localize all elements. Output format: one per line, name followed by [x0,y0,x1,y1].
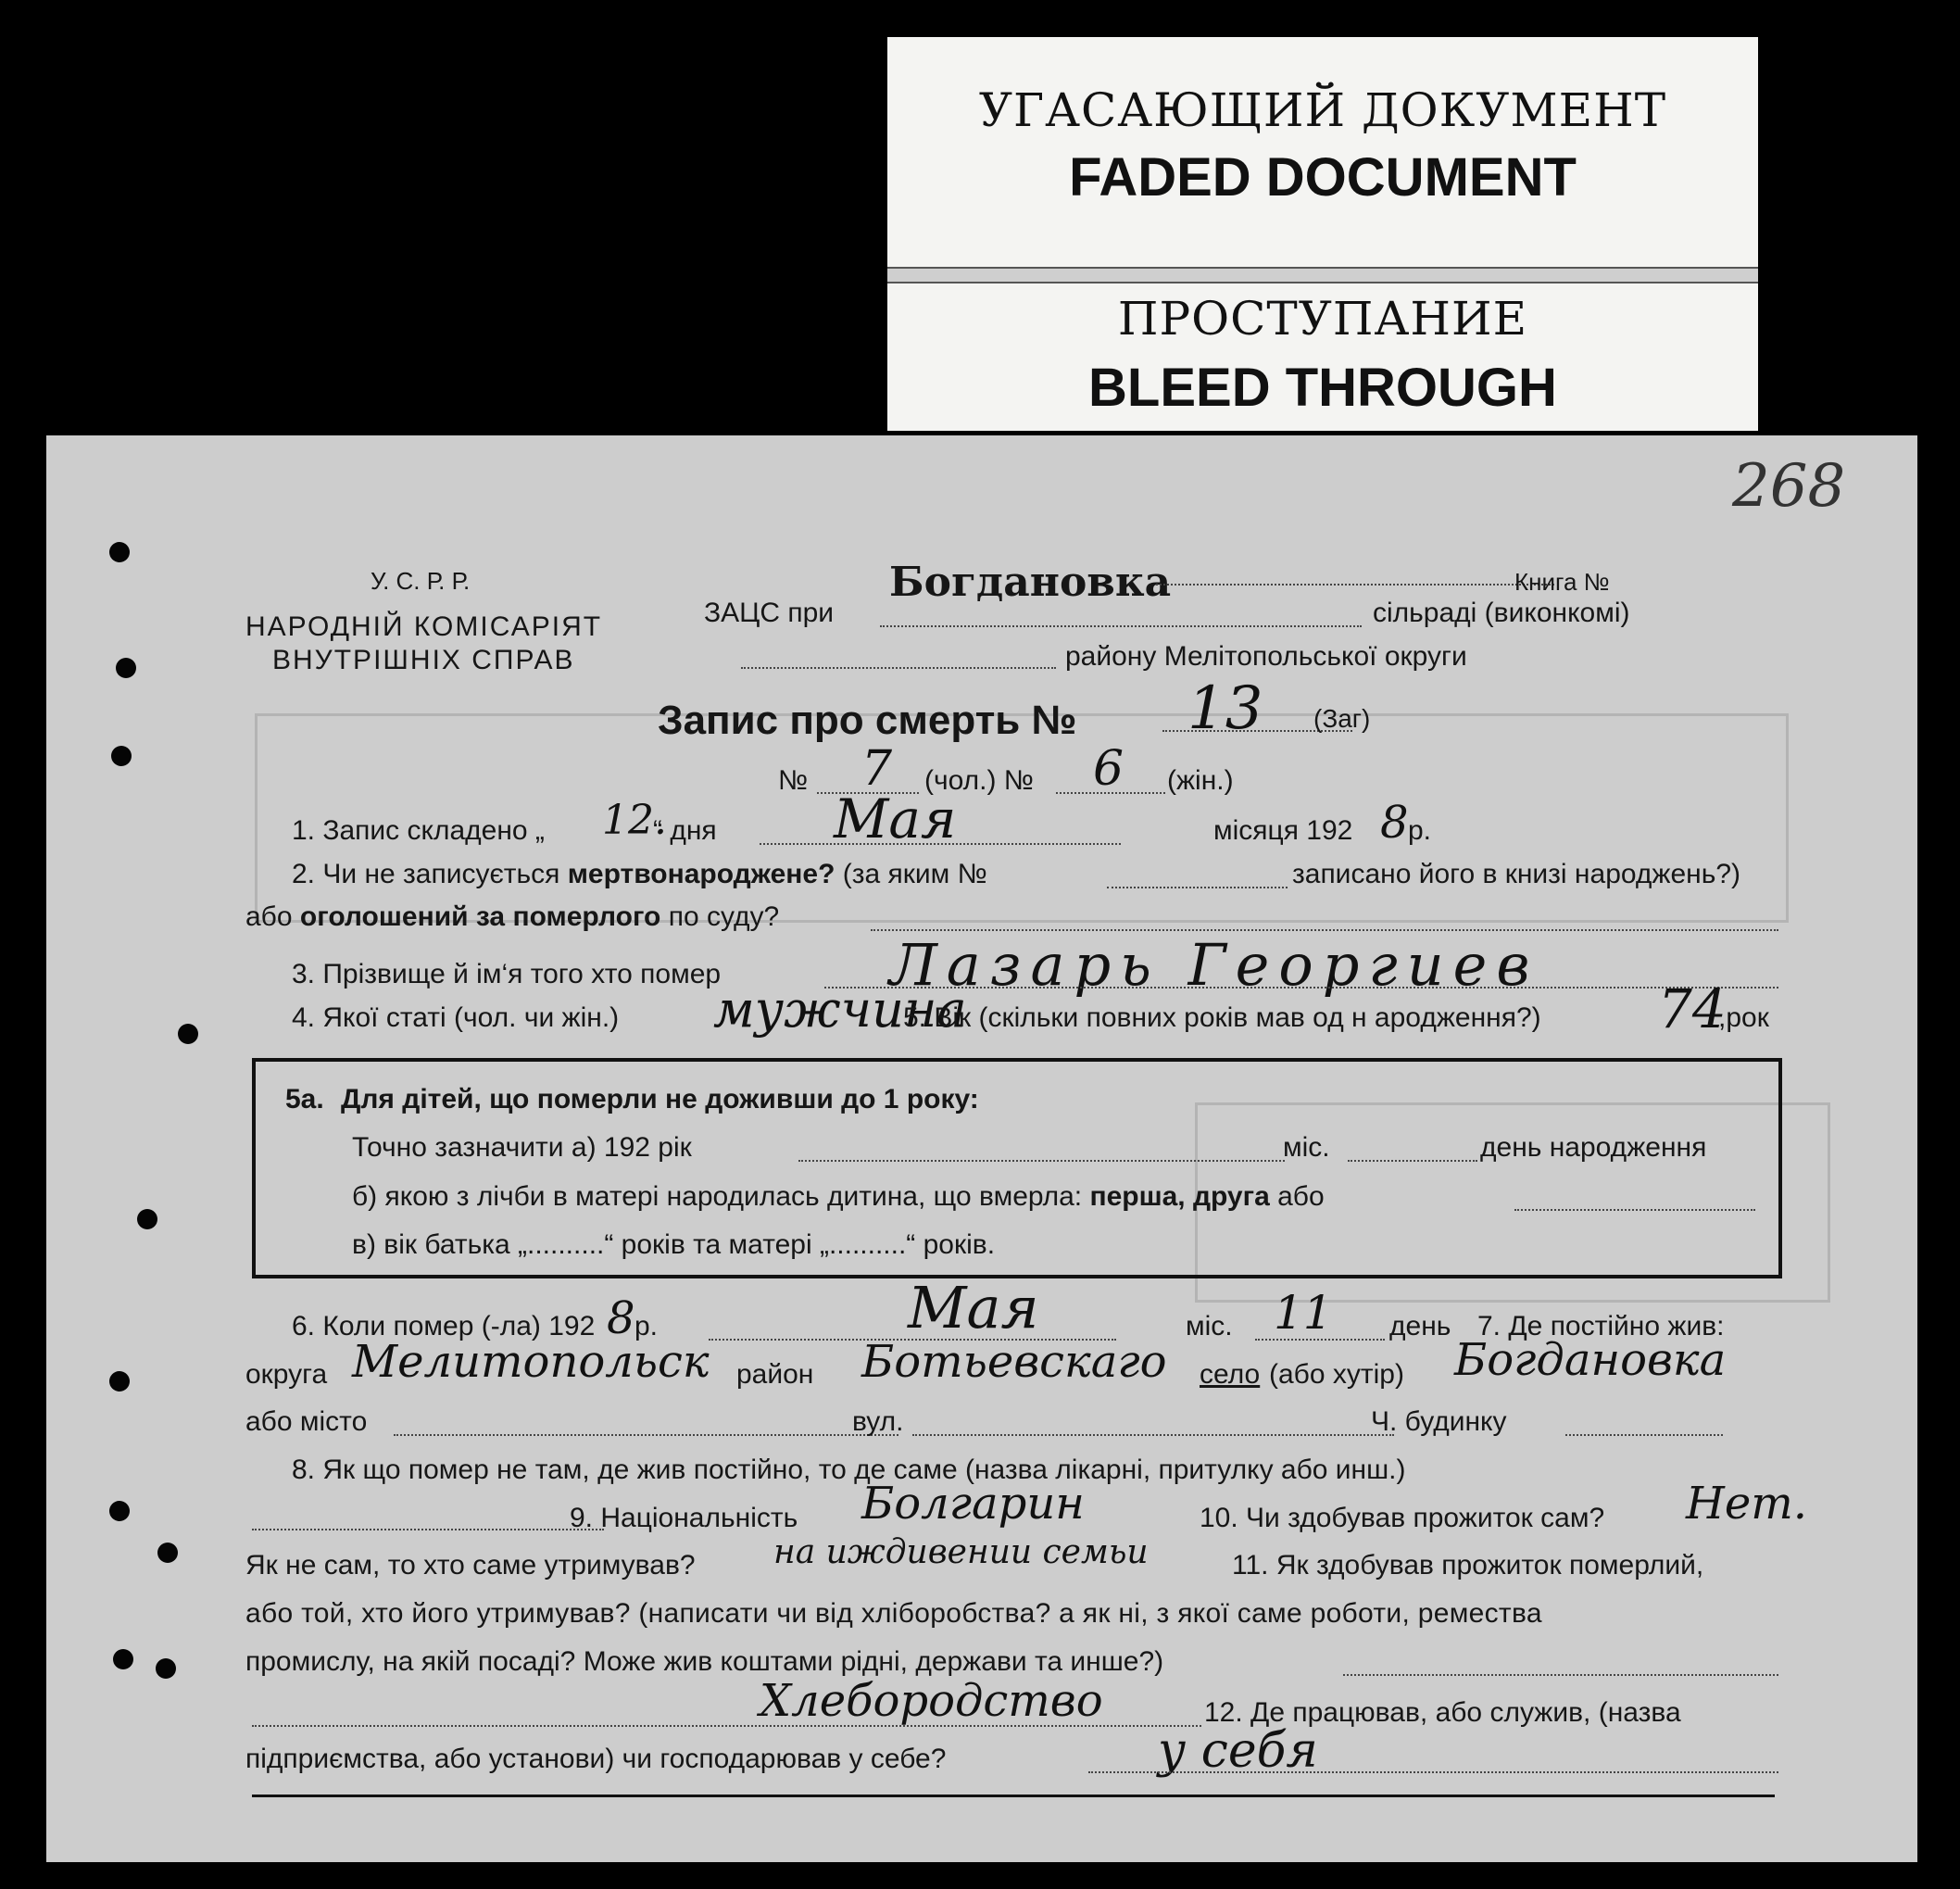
f1-month-line [760,843,1121,845]
f7-street-line [912,1434,1394,1436]
f9-label: 9. Національність [570,1503,798,1533]
punch-hole [137,1209,157,1229]
f5a-row2-line [1514,1209,1755,1211]
label-divider [887,267,1758,283]
f12-line [1088,1771,1778,1773]
female-label: (жін.) [1167,765,1234,796]
f5a-row2: б) якою з лічби в матері народилась дитина, що вмерла: перша, друга або [352,1181,1325,1212]
f6-month: Мая [908,1274,1039,1341]
punch-hole [109,1501,130,1521]
f11-occupation-line [252,1725,1201,1727]
f7-raion-label: район [736,1359,814,1390]
f1-month: Мая [834,787,957,850]
f3-label: 3. Прізвище й ім‘я того хто помер [292,959,722,989]
f11-text-b: промислу, на якій посаді? Може жив коштами рідні, держави та инше?) [245,1646,1164,1677]
f4-label: 4. Якої статі (чол. чи жін.) [292,1002,620,1033]
punch-hole [109,1371,130,1392]
female-number: 6 [1093,741,1124,797]
f7-selo-label: село [1200,1359,1261,1390]
f7-khutir-label: (або хутір) [1269,1359,1404,1390]
f3-name: Лазарь Георгиев [889,931,1539,999]
f5-age-suffix: ,рок [1718,1002,1769,1033]
f6-day-line [1255,1339,1385,1341]
male-female-label: (чол.) № [924,765,1034,796]
zag-label: (Заг) [1313,704,1371,733]
f5a-row3: в) вік батька „..........“ років та матері „..........“ років. [352,1229,996,1260]
record-number: 13 [1187,674,1263,743]
f7-house-line [1565,1434,1723,1436]
f7-label: 7. Де постійно жив: [1477,1311,1725,1341]
f6-day-label: день [1389,1311,1451,1341]
f1-day: 12. [602,797,667,844]
raion-line [741,667,1056,669]
male-number: 7 [861,741,893,797]
f1-year: 8 [1380,797,1409,849]
punch-hole [109,542,130,562]
f8-line [252,1529,604,1530]
f2-label-b: записано його в книзі народжень?) [1292,859,1741,889]
label-bleed-en: BLEED THROUGH [1088,358,1557,418]
f11-text-a: або той, хто його утримував? (написати чи від хліборобства? а як ні, з якої саме роботи, ремества [245,1598,1542,1629]
punch-hole [116,658,136,678]
punch-hole [157,1543,178,1563]
f5a-birthday-label: день народження [1480,1132,1707,1163]
bottom-rule [252,1795,1775,1797]
f1-label: 1. Запис складено „ [292,815,545,846]
archive-label [887,37,1758,431]
raion-label: району Мелітопольської округи [1065,641,1467,672]
f5a-row1-label: Точно зазначити а) 192 рік [352,1132,692,1163]
f5-age: 74 [1658,977,1727,1040]
f8-label: 8. Як що помер не там, де жив постійно, то де саме (назва лікарні, притулку або инш.) [292,1455,1406,1485]
page-number: 268 [1732,452,1846,521]
f5a-title: Для дітей, що померли не доживши до 1 року: [341,1084,979,1115]
death-record-card [46,435,1917,1862]
zags-label: ЗАЦС при [704,598,835,628]
f12-answer: у себя [1158,1723,1318,1779]
f3-name-line [824,987,1778,989]
f10-who-label: Як не сам, то хто саме утримував? [245,1550,696,1580]
f12-label: 12. Де працював, або служив, (назва [1204,1697,1681,1728]
f6-year-suffix: р. [634,1311,659,1341]
punch-hole [156,1658,176,1679]
f9-nationality: Болгарин [861,1478,1085,1530]
f7-okruga: Мелитопольск [352,1336,710,1388]
village-stamp: Богдановка [889,559,1172,606]
punch-hole [178,1024,198,1044]
punch-hole [111,746,132,766]
label-faded-ru: УГАСАЮЩИЙ ДОКУМЕНТ [978,83,1667,137]
f6-label: 6. Коли помер (-ла) 192 [292,1311,596,1341]
f1-year-suffix: р. [1408,815,1432,846]
f2-label-c: або оголошений за померлого по суду? [245,901,780,932]
f5a-year-line [798,1160,1285,1162]
silrada-line [880,625,1362,627]
male-no-label: № [778,765,809,796]
f12-text: підприємства, або установи) чи господарював у себе? [245,1744,947,1774]
f4-sex: мужчина [713,980,967,1039]
f2-number-line [1107,887,1288,888]
commissariat-label: НАРОДНІЙ КОМІСАРІЯТ [245,611,603,642]
f6-month-label: міс. [1186,1311,1233,1341]
silrada-label: сільраді (виконкомі) [1373,598,1630,628]
record-title: Запис про смерть № [658,698,1077,743]
f10-who: на иждивении семьи [773,1533,1149,1571]
f7-house-label: Ч. будинку [1371,1406,1507,1437]
f5-age-label: 5. Вік (скільки повних років мав од н ародження?) [903,1002,1541,1033]
f10-label: 10. Чи здобував прожиток сам? [1200,1503,1605,1533]
f1-day-label: “ дня [653,815,717,846]
label-faded-en: FADED DOCUMENT [1069,147,1577,208]
f11-label: 11. Як здобував прожиток померлий, [1232,1550,1704,1580]
f10-answer: Нет. [1686,1478,1808,1530]
f7-street-label: вул. [852,1406,904,1437]
f7-okruga-label: округа [245,1359,328,1390]
internal-affairs-label: ВНУТРІШНІХ СПРАВ [272,645,575,675]
book-label: Книга № [1514,568,1610,596]
female-number-line [1056,792,1165,794]
f7-city-label: або місто [245,1406,368,1437]
f5a-month-line [1348,1160,1477,1162]
f6-day: 11 [1274,1286,1333,1340]
f6-year: 8 [607,1292,635,1344]
f5a-month-label: міс. [1283,1132,1330,1163]
label-bleed-ru: ПРОСТУПАНИЕ [1117,292,1528,346]
f1-month-label: місяця 192 [1213,815,1353,846]
punch-hole [113,1649,133,1669]
ussr-label: У. С. Р. Р. [371,567,471,595]
f11-line [1343,1674,1778,1676]
f7-raion: Ботьевскаго [861,1336,1167,1388]
f2-label-a: 2. Чи не записується мертвонароджене? (за яким № [292,859,987,889]
f7-city-line [394,1434,898,1436]
village-line [1156,584,1554,586]
f11-occupation: Хлебородство [760,1675,1103,1727]
f5a-number: 5a. [285,1084,324,1115]
f7-selo: Богдановка [1454,1334,1727,1386]
